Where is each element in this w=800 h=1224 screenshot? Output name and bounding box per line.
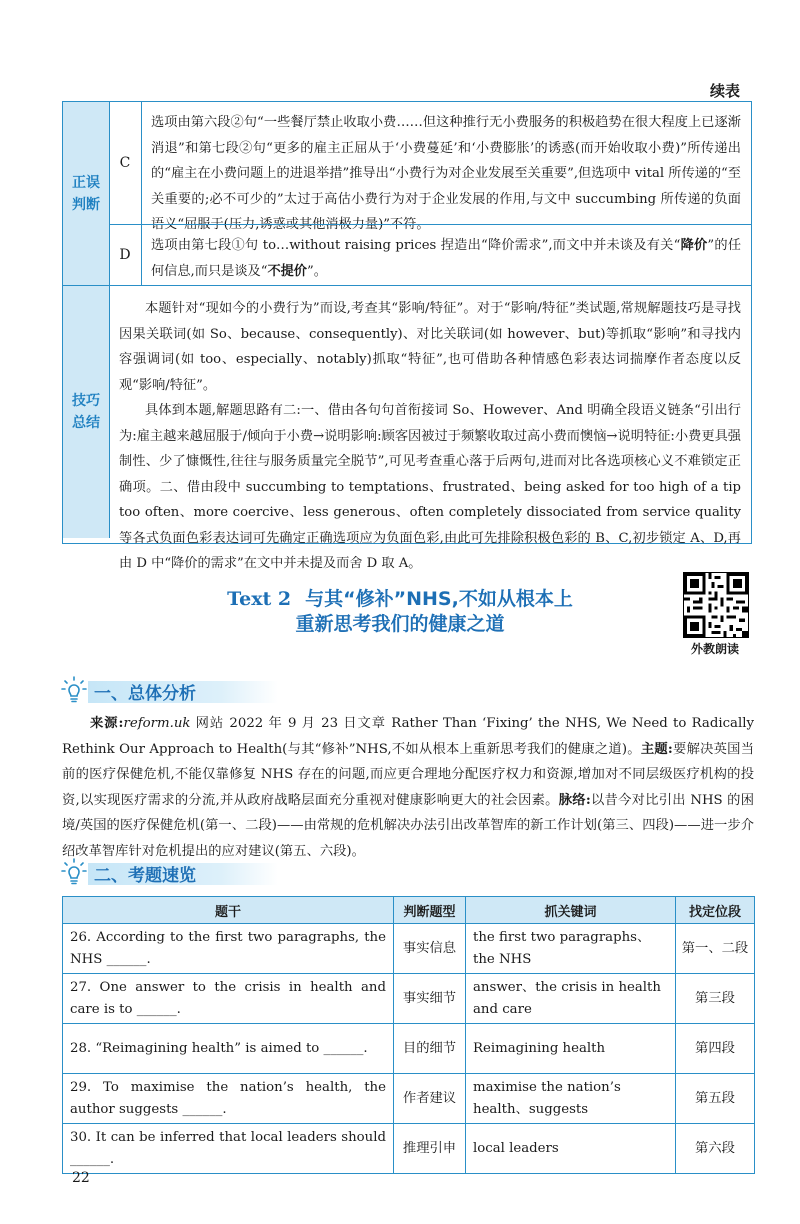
question-location: 第六段 [676,1124,755,1174]
table-header-row [63,897,755,924]
tips-paragraph-2: 具体到本题,解题思路有二:一、借由各句句首衔接词 So、However、And 明确全段语义链条“引出行为:雇主越来越屈服于/倾向于小费→说明影响:顾客因被过于频繁收取过高小费而懊恼→说明特征:小费更具强制性、少了慷慨性,往往与服务质量完全脱节”,可见考查重心落于后两句,进而对比各选项核心义不难锁定正确项。二、借由段中 succumbing to temptations、frustrated、being asked for too high of a tip too often、more coercive、less generous、often completely dissociated from service quality 等各式负面色彩表达词可先确定正确选项应为负面色彩,由此可先排除积极色彩的 B、C,初步锁定 A、D,再由 D 中“降价的需求”在文中并未提及而舍 D 取 A。 [119,403,741,571]
text-title-line1: Text 2 与其“修补”NHS,不如从根本上 [227,588,573,610]
option-letter: D [109,225,142,285]
tips-paragraph-1: 本题针对“现如今的小费行为”而设,考查其“影响/特征”。对于“影响/特征”类试题,常规解题技巧是寻找因果关联词(如 So、because、consequently)、对比关联词(如 however、but)等抓取“影响”和寻找内容强调词(如 too、especially、notably)抓取“特征”,也可借助各种情感色彩表达词揣摩作者态度以反观“影响/特征”。 [119,301,741,393]
question-type: 推理引申 [394,1124,466,1174]
question-location: 第一、二段 [676,924,755,974]
question-location: 第四段 [676,1024,755,1074]
page-number: 22 [72,1170,90,1186]
question-keywords: the first two paragraphs、the NHS [466,924,676,974]
option-d-text: 选项由第七段①句 to…without raising prices 捏造出“降价需求”,而文中并未谈及有关“降价”的任何信息,而只是谈及“不提价”。 [151,238,742,279]
judgment-row [63,102,751,285]
header-location: 找定位段 [676,897,755,924]
question-keywords: local leaders [466,1124,676,1174]
question-stem: 28. “Reimagining health” is aimed to ______. [63,1024,394,1074]
option-d-row [109,224,751,285]
judgment-label: 正误判断 [63,102,110,285]
question-type: 事实信息 [394,924,466,974]
question-keywords: maximise the nation’s health、suggests [466,1074,676,1124]
question-type: 目的细节 [394,1024,466,1074]
overall-analysis-text: 来源:reform.uk 网站 2022 年 9 月 23 日文章 Rather Than ‘Fixing’ the NHS, We Need to Radically Rethink Our Approach to Health(与其“修补”NHS,不如从根本上重新思考我们的健康之道)。主题:要解决英国当前的医疗保健危机,不能仅靠修复 NHS 存在的问题,而应更合理地分配医疗权力和资源,增加对不同层级医疗机构的投资,以实现医疗需求的分流,并从政府战略层面充分重视对健康影响更大的社会因素。脉络:以昔今对比引出 NHS 的困境/英国的医疗保健危机(第一、二段)——由常规的危机解决办法引出改革智库的新工作计划(第三、四段)——进一步介绍改革智库针对危机提出的应对建议(第五、六段)。 [62,716,755,859]
option-letter: C [109,102,142,224]
question-keywords: answer、the crisis in health and care [466,974,676,1024]
text-title-line2: 重新思考我们的健康之道 [295,613,505,635]
tips-label: 技巧总结 [63,286,110,538]
option-c-text: 选项由第六段②句“一些餐厅禁止收取小费……但这种推行无小费服务的积极趋势在很大程度上已逐渐消退”和第七段②句“更多的雇主正屈从于‘小费蔓延’和‘小费膨胀’的诱惑(而开始收取小费)”所传递出的“雇主在小费问题上的进退举措”推导出“小费行为对企业发展至关重要”,但选项中 vital 所传递的“至关重要的;必不可少的”太过于高估小费行为对于企业发展的作用,与文中 succumbing 所传递的负面语义“屈服于(压力,诱惑或其他消极力量)”不符。 [151,115,741,232]
lightbulb-icon [60,675,92,705]
question-overview-table [62,896,755,1174]
header-type: 判断题型 [394,897,466,924]
table-row [63,924,755,974]
question-location: 第三段 [676,974,755,1024]
question-stem: 26. According to the first two paragraphs, the NHS ______. [63,924,394,974]
question-location: 第五段 [676,1074,755,1124]
question-type: 作者建议 [394,1074,466,1124]
table-row [63,1124,755,1174]
question-type: 事实细节 [394,974,466,1024]
tips-text [119,296,741,577]
answer-analysis-table [62,101,752,571]
header-stem: 题干 [63,897,394,924]
option-c-row [109,102,751,232]
qr-label: 外教朗读 [690,642,739,656]
header-keywords: 抓关键词 [466,897,676,924]
qr-code-icon[interactable] [683,572,749,638]
question-keywords: Reimagining health [466,1024,676,1074]
tips-row [63,285,751,571]
lightbulb-icon [60,857,92,887]
table-row [63,1074,755,1124]
table-row [63,1024,755,1074]
continued-label: 续表 [709,82,740,100]
question-stem: 27. One answer to the crisis in health and care is to ______. [63,974,394,1024]
question-stem: 29. To maximise the nation’s health, the author suggests ______. [63,1074,394,1124]
question-stem: 30. It can be inferred that local leaders should ______. [63,1124,394,1174]
table-row [63,974,755,1024]
